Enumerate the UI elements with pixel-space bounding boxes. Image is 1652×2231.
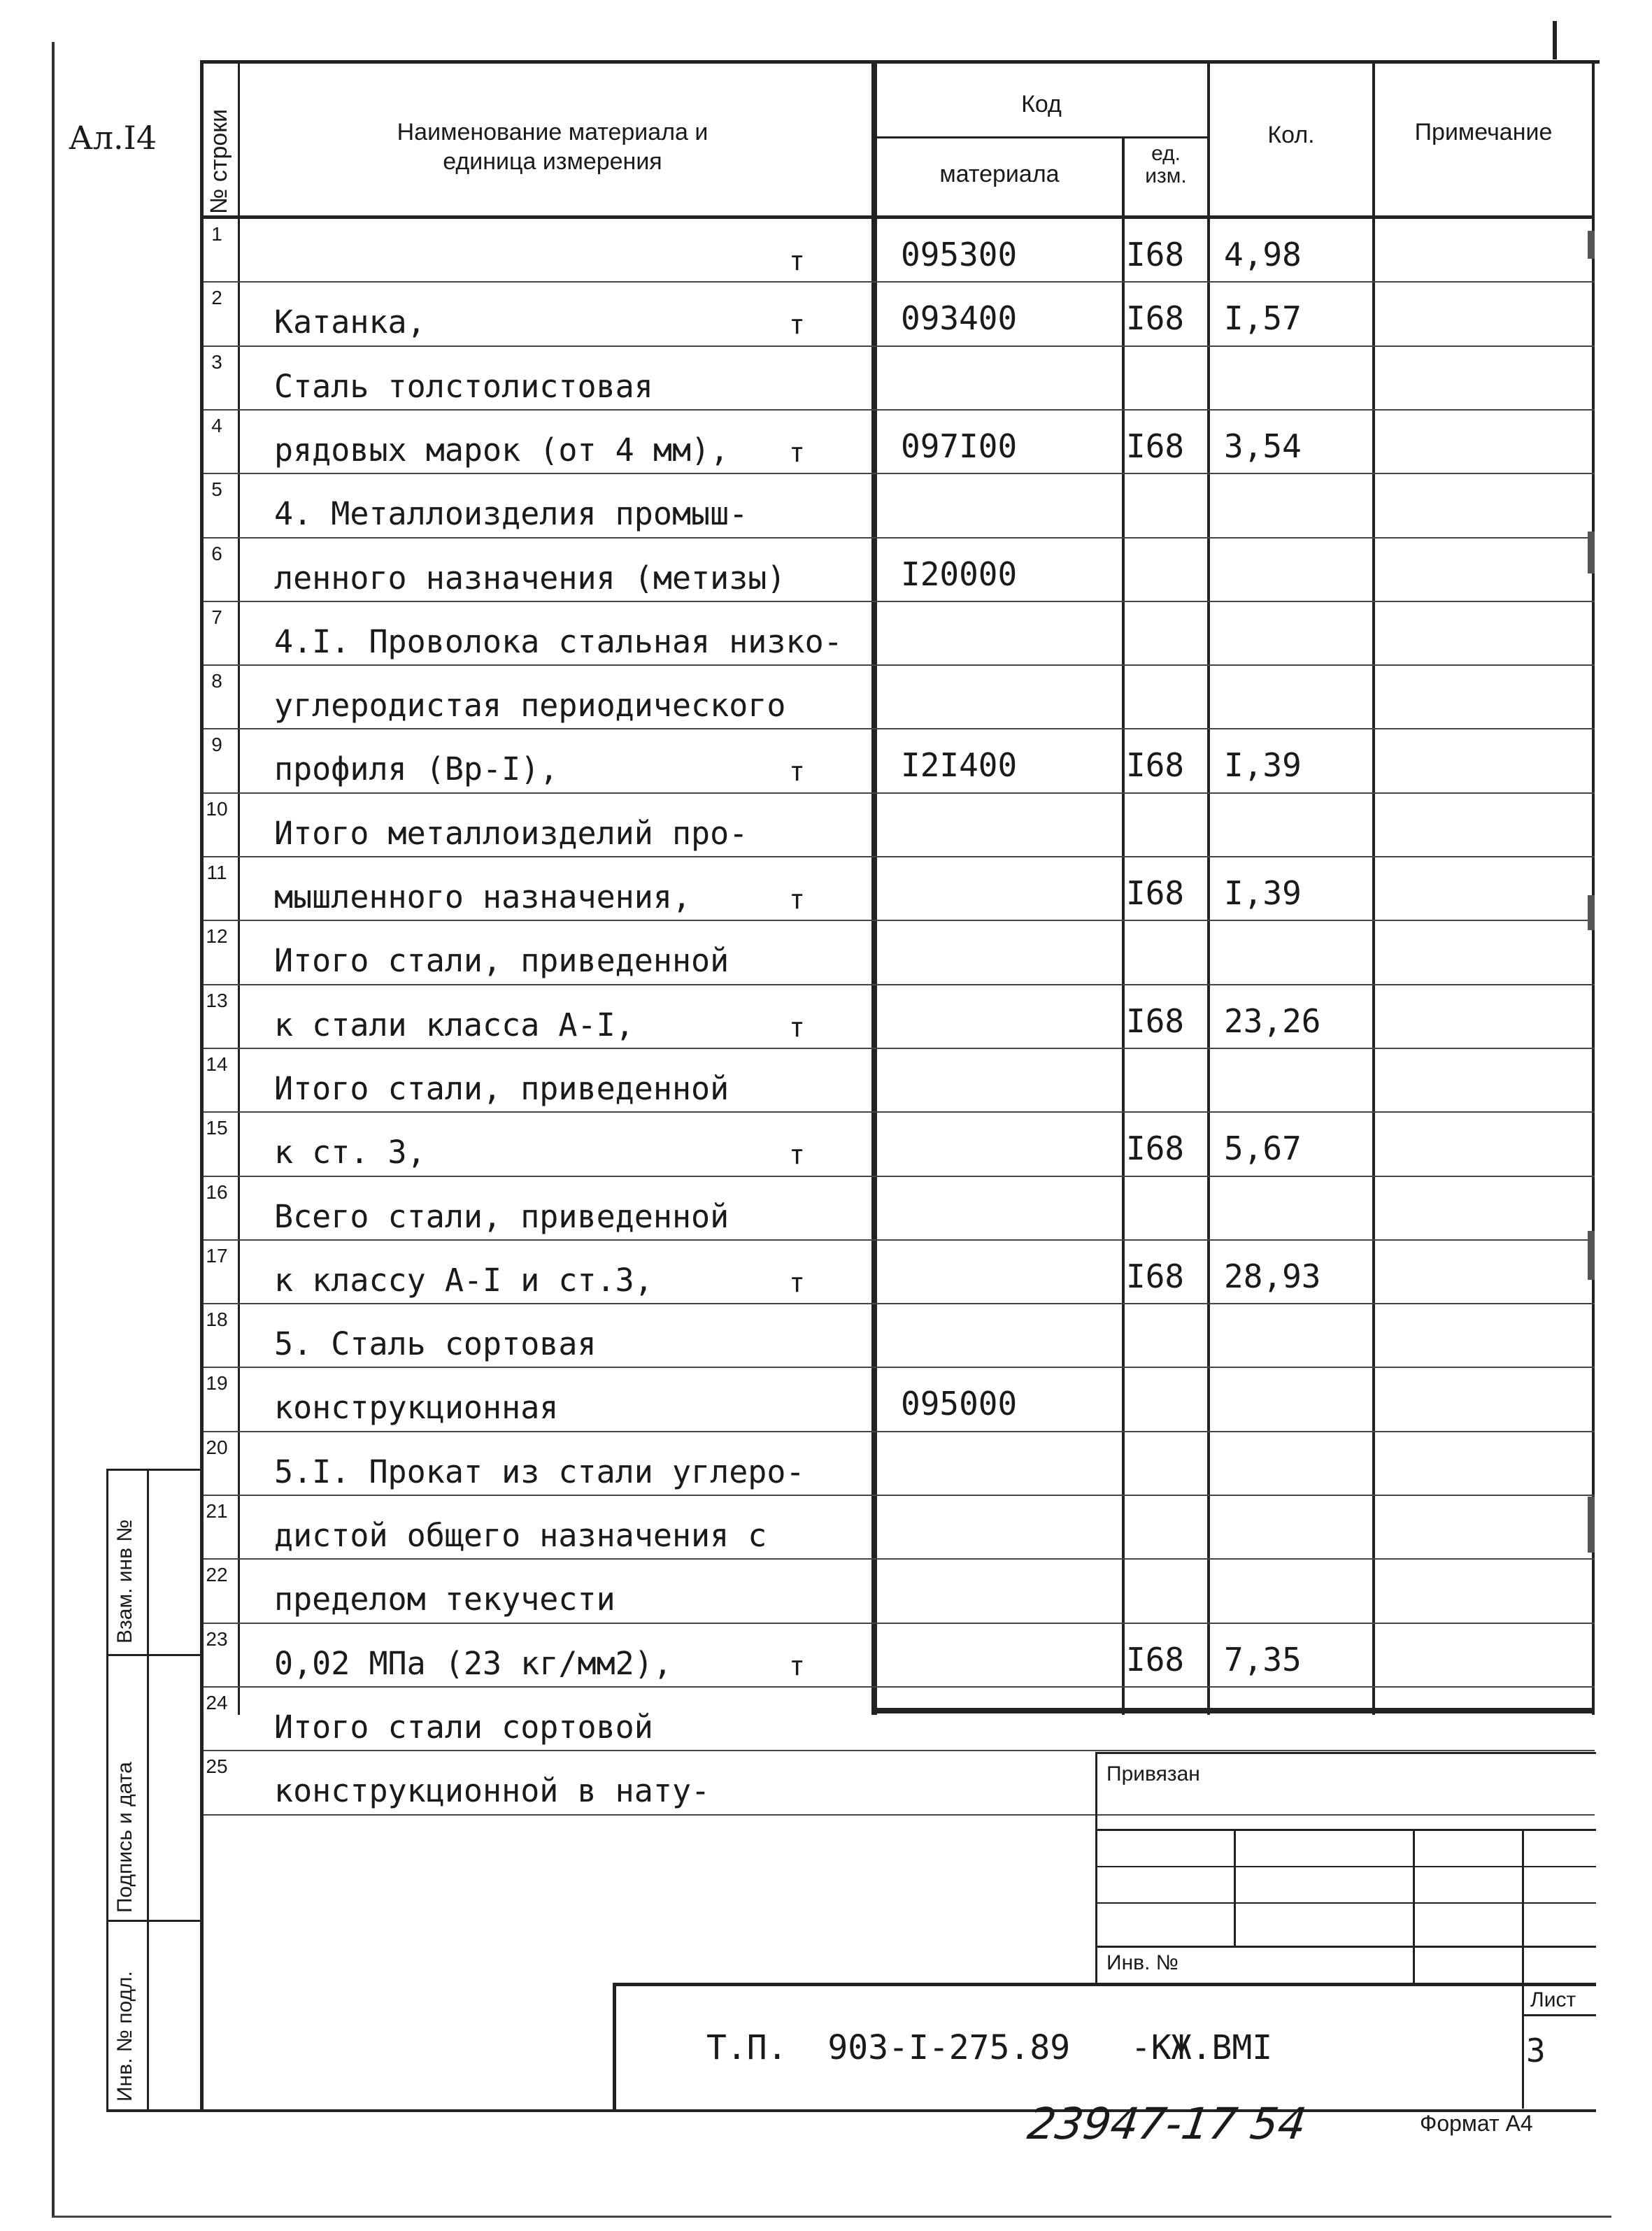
tb-main-left xyxy=(613,1983,616,2112)
unit-code: I68 xyxy=(1126,427,1185,465)
row-number: 11 xyxy=(206,862,227,883)
inv-no-label: Инв. № xyxy=(1106,1951,1179,1974)
row-divider xyxy=(203,537,1595,539)
scan-mark xyxy=(1588,1497,1595,1553)
unit-code: I68 xyxy=(1126,874,1185,912)
quantity: I,39 xyxy=(1224,874,1302,912)
tb-col-2 xyxy=(1413,1829,1415,1983)
tb-row-1 xyxy=(1095,1829,1596,1831)
row-divider xyxy=(203,345,1595,347)
material-code: I2I400 xyxy=(901,746,1018,785)
row-divider xyxy=(203,1623,1595,1624)
stamp-bottom-line xyxy=(106,2109,1596,2112)
frame-left-line xyxy=(200,60,204,2112)
row-number: 24 xyxy=(206,1691,228,1713)
archive-number: 23947-17 54 xyxy=(1024,2098,1310,2149)
row-divider xyxy=(203,281,1595,283)
row-divider xyxy=(203,792,1595,794)
material-name: Сталь толстолистовая xyxy=(274,367,653,405)
stamp-inv-orig: Инв. № подл. xyxy=(113,1971,136,2102)
unit-code: I68 xyxy=(1126,1002,1185,1040)
page-left-border xyxy=(52,42,55,2217)
row-divider xyxy=(203,728,1595,729)
row-number: 9 xyxy=(211,734,222,756)
sheet-number: 3 xyxy=(1526,2032,1546,2069)
row-number: 6 xyxy=(211,542,222,564)
tb-row-3 xyxy=(1095,1902,1596,1904)
material-name: 5. Сталь сортовая xyxy=(274,1325,597,1363)
quantity: 7,35 xyxy=(1224,1640,1302,1678)
row-divider xyxy=(203,664,1595,666)
col-divider-name xyxy=(871,60,877,1715)
material-name: конструкционная xyxy=(274,1389,559,1427)
tb-main-top xyxy=(613,1983,1596,1986)
material-name: углеродистая периодического xyxy=(274,687,786,725)
quantity: 28,93 xyxy=(1224,1257,1321,1295)
row-divider xyxy=(203,409,1595,411)
stamp-replace-inv: Взам. инв № xyxy=(113,1519,136,1644)
stamp-inner-line xyxy=(147,1469,149,2112)
row-number: 20 xyxy=(206,1436,228,1458)
row-divider xyxy=(203,1558,1595,1560)
row-number: 16 xyxy=(206,1181,228,1203)
sheet-label-title: Лист xyxy=(1530,1988,1576,2011)
unit-letter: т xyxy=(789,756,805,787)
unit-letter: т xyxy=(789,884,805,915)
unit-letter: т xyxy=(789,1650,805,1681)
material-name: дистой общего назначения с xyxy=(274,1517,767,1554)
row-number: 13 xyxy=(206,989,228,1011)
row-number: 21 xyxy=(206,1500,228,1522)
material-code: I20000 xyxy=(901,555,1018,593)
material-name: 4.I. Проволока стальная низко- xyxy=(274,622,843,660)
row-number: 23 xyxy=(206,1627,228,1650)
material-name: Итого стали, приведенной xyxy=(274,942,729,980)
row-number: 17 xyxy=(206,1244,228,1267)
header-name: Наименование материала и единица измерения xyxy=(397,119,708,175)
unit-letter: т xyxy=(789,309,805,341)
paper-format: Формат А4 xyxy=(1420,2111,1533,2136)
col-divider-qty xyxy=(1372,60,1375,1715)
row-divider xyxy=(203,601,1595,602)
document-designation: Т.П. 903-I-275.89 -КЖ.ВМI xyxy=(706,2028,1273,2067)
row-number: 25 xyxy=(206,1755,228,1778)
row-divider xyxy=(203,1495,1595,1496)
unit-code: I68 xyxy=(1126,1640,1185,1678)
stamp-sign-date: Подпись и дата xyxy=(113,1762,136,1913)
row-number: 3 xyxy=(211,350,222,373)
row-divider xyxy=(203,920,1595,921)
stamp-left-line xyxy=(106,1469,108,2112)
quantity: 3,54 xyxy=(1224,427,1302,465)
header-code: Код xyxy=(1021,91,1062,117)
stamp-sep-2 xyxy=(106,1920,201,1922)
row-divider xyxy=(203,1303,1595,1304)
row-number: 18 xyxy=(206,1309,228,1331)
material-name: Всего стали, приведенной xyxy=(274,1197,729,1235)
page-bottom-border xyxy=(52,2216,1611,2218)
bound-label: Привязан xyxy=(1106,1762,1200,1785)
code-subheader-line xyxy=(874,136,1207,138)
row-number: 4 xyxy=(211,414,222,436)
row-divider xyxy=(203,1431,1595,1432)
material-name: пределом текучести xyxy=(274,1581,615,1618)
col-divider-right xyxy=(1592,60,1595,1715)
tb-row-2 xyxy=(1095,1866,1596,1867)
row-divider xyxy=(203,1367,1595,1368)
scan-mark xyxy=(1588,532,1595,573)
scan-mark xyxy=(1588,231,1595,259)
unit-letter: т xyxy=(789,436,805,468)
unit-letter: т xyxy=(789,1011,805,1043)
row-divider xyxy=(203,984,1595,985)
col-divider-rownum xyxy=(238,60,240,1715)
material-name: 4. Металлоизделия промыш- xyxy=(274,495,748,533)
sheet-label: Ал.I4 xyxy=(69,119,157,157)
material-name: Катанка, xyxy=(274,304,426,341)
row-number: 15 xyxy=(206,1117,228,1139)
row-number: 5 xyxy=(211,478,222,501)
header-qty: Кол. xyxy=(1267,122,1315,148)
quantity: I,57 xyxy=(1224,299,1302,338)
scan-mark xyxy=(1588,895,1595,930)
material-name: Итого металлоизделий про- xyxy=(274,814,748,852)
tb-row-4 xyxy=(1095,1946,1596,1948)
row-divider xyxy=(203,1111,1595,1113)
row-divider xyxy=(203,856,1595,857)
material-code: 095000 xyxy=(901,1385,1018,1423)
header-code-material: материала xyxy=(939,161,1060,187)
row-number: 19 xyxy=(206,1372,228,1395)
stamp-sep-1 xyxy=(106,1654,201,1656)
unit-letter: т xyxy=(789,245,805,276)
stamp-top-line xyxy=(106,1469,201,1471)
row-divider xyxy=(203,473,1595,474)
row-number: 8 xyxy=(211,670,222,692)
row-number: 12 xyxy=(206,925,228,948)
tb-col-3 xyxy=(1522,1829,1524,2109)
corner-mark xyxy=(1553,21,1557,59)
scan-mark xyxy=(1588,1231,1595,1280)
quantity: 23,26 xyxy=(1224,1002,1321,1040)
header-bottom-line xyxy=(203,215,1595,219)
unit-code: I68 xyxy=(1126,746,1185,785)
row-divider xyxy=(203,1176,1595,1177)
tb-sheet-line xyxy=(1522,2014,1596,2016)
unit-letter: т xyxy=(789,1267,805,1298)
unit-letter: т xyxy=(789,1139,805,1171)
row-number: 7 xyxy=(211,606,222,628)
material-name: конструкционной в нату- xyxy=(274,1772,711,1810)
row-number: 1 xyxy=(211,223,222,245)
material-name: к ст. 3, xyxy=(274,1134,426,1171)
header-row-number: № строки xyxy=(206,108,232,214)
material-name: 5.I. Прокат из стали углеро- xyxy=(274,1453,805,1490)
unit-code: I68 xyxy=(1126,1129,1185,1168)
tb-col-1 xyxy=(1234,1829,1236,1946)
col-divider-unit xyxy=(1207,60,1210,1715)
material-code: 095300 xyxy=(901,236,1018,273)
row-number: 10 xyxy=(206,797,228,820)
quantity: I,39 xyxy=(1224,746,1302,785)
material-name: Итого стали, приведенной xyxy=(274,1069,729,1107)
material-name: мышленного назначения, xyxy=(274,878,692,915)
unit-code: I68 xyxy=(1126,299,1185,338)
row-divider xyxy=(203,1239,1595,1241)
unit-code: I68 xyxy=(1126,1257,1185,1295)
material-name: к стали класса А-I, xyxy=(274,1006,634,1043)
tb-left xyxy=(1095,1752,1097,1983)
material-name: ленного назначения (метизы) xyxy=(274,559,786,597)
row-divider xyxy=(203,1686,1595,1688)
material-name: Итого стали сортовой xyxy=(274,1708,653,1746)
material-code: 093400 xyxy=(901,299,1018,338)
col-divider-code-unit xyxy=(1122,136,1125,1715)
tb-top xyxy=(1095,1752,1596,1754)
row-number: 2 xyxy=(211,287,222,309)
row-divider xyxy=(203,1750,1595,1751)
unit-code: I68 xyxy=(1126,236,1185,273)
header-code-unit: ед. изм. xyxy=(1145,142,1187,187)
material-name: рядовых марок (от 4 мм), xyxy=(274,431,729,469)
material-name: 0,02 МПа (23 кг/мм2), xyxy=(274,1644,672,1682)
header-note: Примечание xyxy=(1414,119,1553,145)
quantity: 5,67 xyxy=(1224,1129,1302,1168)
row-number: 14 xyxy=(206,1053,228,1075)
material-name: к классу А-I и ст.3, xyxy=(274,1261,653,1299)
table-bottom-line xyxy=(874,1708,1595,1713)
row-divider xyxy=(203,1814,1595,1816)
material-name: профиля (Вр-I), xyxy=(274,750,559,788)
row-number: 22 xyxy=(206,1564,228,1586)
material-code: 097I00 xyxy=(901,427,1018,465)
quantity: 4,98 xyxy=(1224,236,1302,273)
row-divider xyxy=(203,1048,1595,1049)
